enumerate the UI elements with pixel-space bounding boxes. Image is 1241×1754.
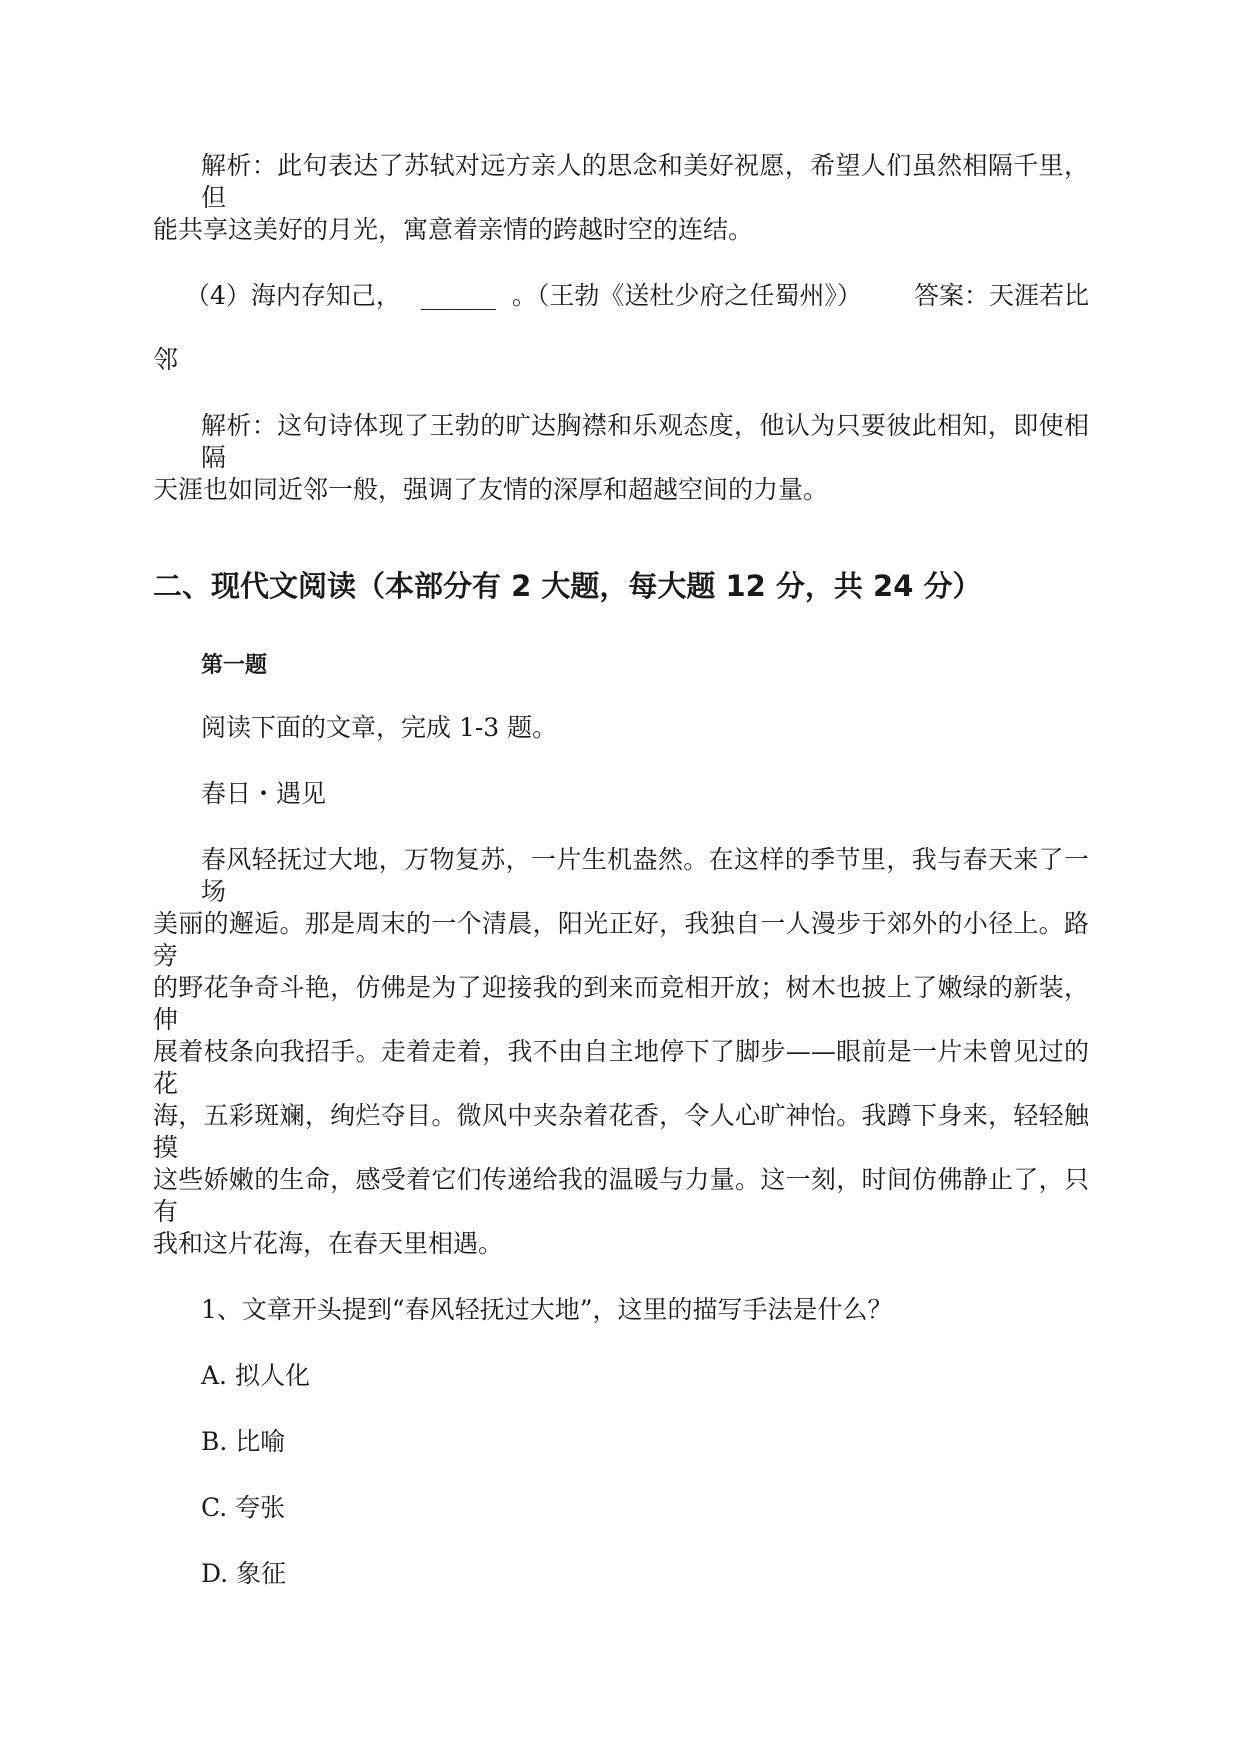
- analysis-3-line-2: 能共享这美好的月光，寓意着亲情的跨越时空的连结。: [153, 215, 754, 244]
- article-line: 展着枝条向我招手。走着走着，我不由自主地停下了脚步——眼前是一片未曾见过的花: [153, 1037, 1089, 1098]
- option-b: B. 比喻: [201, 1427, 286, 1456]
- question-4-answer: 答案：天涯若比: [913, 281, 1089, 310]
- question-4-prompt: [185, 280, 862, 312]
- option-a: A. 拟人化: [201, 1361, 310, 1390]
- analysis-3-line-1: 解析：此句表达了苏轼对远方亲人的思念和美好祝愿，希望人们虽然相隔千里，但: [201, 151, 1089, 212]
- article-line: 春风轻抚过大地，万物复苏，一片生机盎然。在这样的季节里，我与春天来了一场: [201, 845, 1089, 906]
- section-heading: 二、现代文阅读（本部分有 2 大题，每大题 12 分，共 24 分）: [153, 569, 982, 603]
- question-4-source: 。（王勃《送杜少府之任蜀州》）: [511, 281, 862, 310]
- question-4-answer-wrap: 邻: [153, 345, 179, 374]
- question-4-line: [185, 280, 1089, 312]
- question-1: 1、文章开头提到“春风轻抚过大地”，这里的描写手法是什么？: [201, 1295, 893, 1324]
- reading-instruction: 阅读下面的文章，完成 1-3 题。: [201, 713, 558, 742]
- article-line: 这些娇嫩的生命，感受着它们传递给我的温暖与力量。这一刻，时间仿佛静止了，只有: [153, 1165, 1089, 1226]
- analysis-4-line-2: 天涯也如同近邻一般，强调了友情的深厚和超越空间的力量。: [153, 475, 829, 504]
- article-title: 春日・遇见: [201, 779, 327, 808]
- article-line: 海，五彩斑斓，绚烂夺目。微风中夹杂着花香，令人心旷神怡。我蹲下身来，轻轻触摸: [153, 1101, 1089, 1162]
- article-line: 我和这片花海，在春天里相遇。: [153, 1229, 504, 1258]
- question-4-blank: ______: [420, 281, 496, 310]
- question-4-prefix: （4）海内存知己，: [185, 281, 401, 310]
- analysis-4-line-1: 解析：这句诗体现了王勃的旷达胸襟和乐观态度，他认为只要彼此相知，即使相隔: [201, 411, 1089, 472]
- article-line: 美丽的邂逅。那是周末的一个清晨，阳光正好，我独自一人漫步于郊外的小径上。路旁: [153, 909, 1089, 970]
- question-group-title: 第一题: [201, 653, 268, 678]
- option-d: D. 象征: [201, 1559, 287, 1588]
- option-c: C. 夸张: [201, 1493, 286, 1522]
- article-line: 的野花争奇斗艳，仿佛是为了迎接我的到来而竞相开放；树木也披上了嫩绿的新装，伸: [153, 973, 1089, 1034]
